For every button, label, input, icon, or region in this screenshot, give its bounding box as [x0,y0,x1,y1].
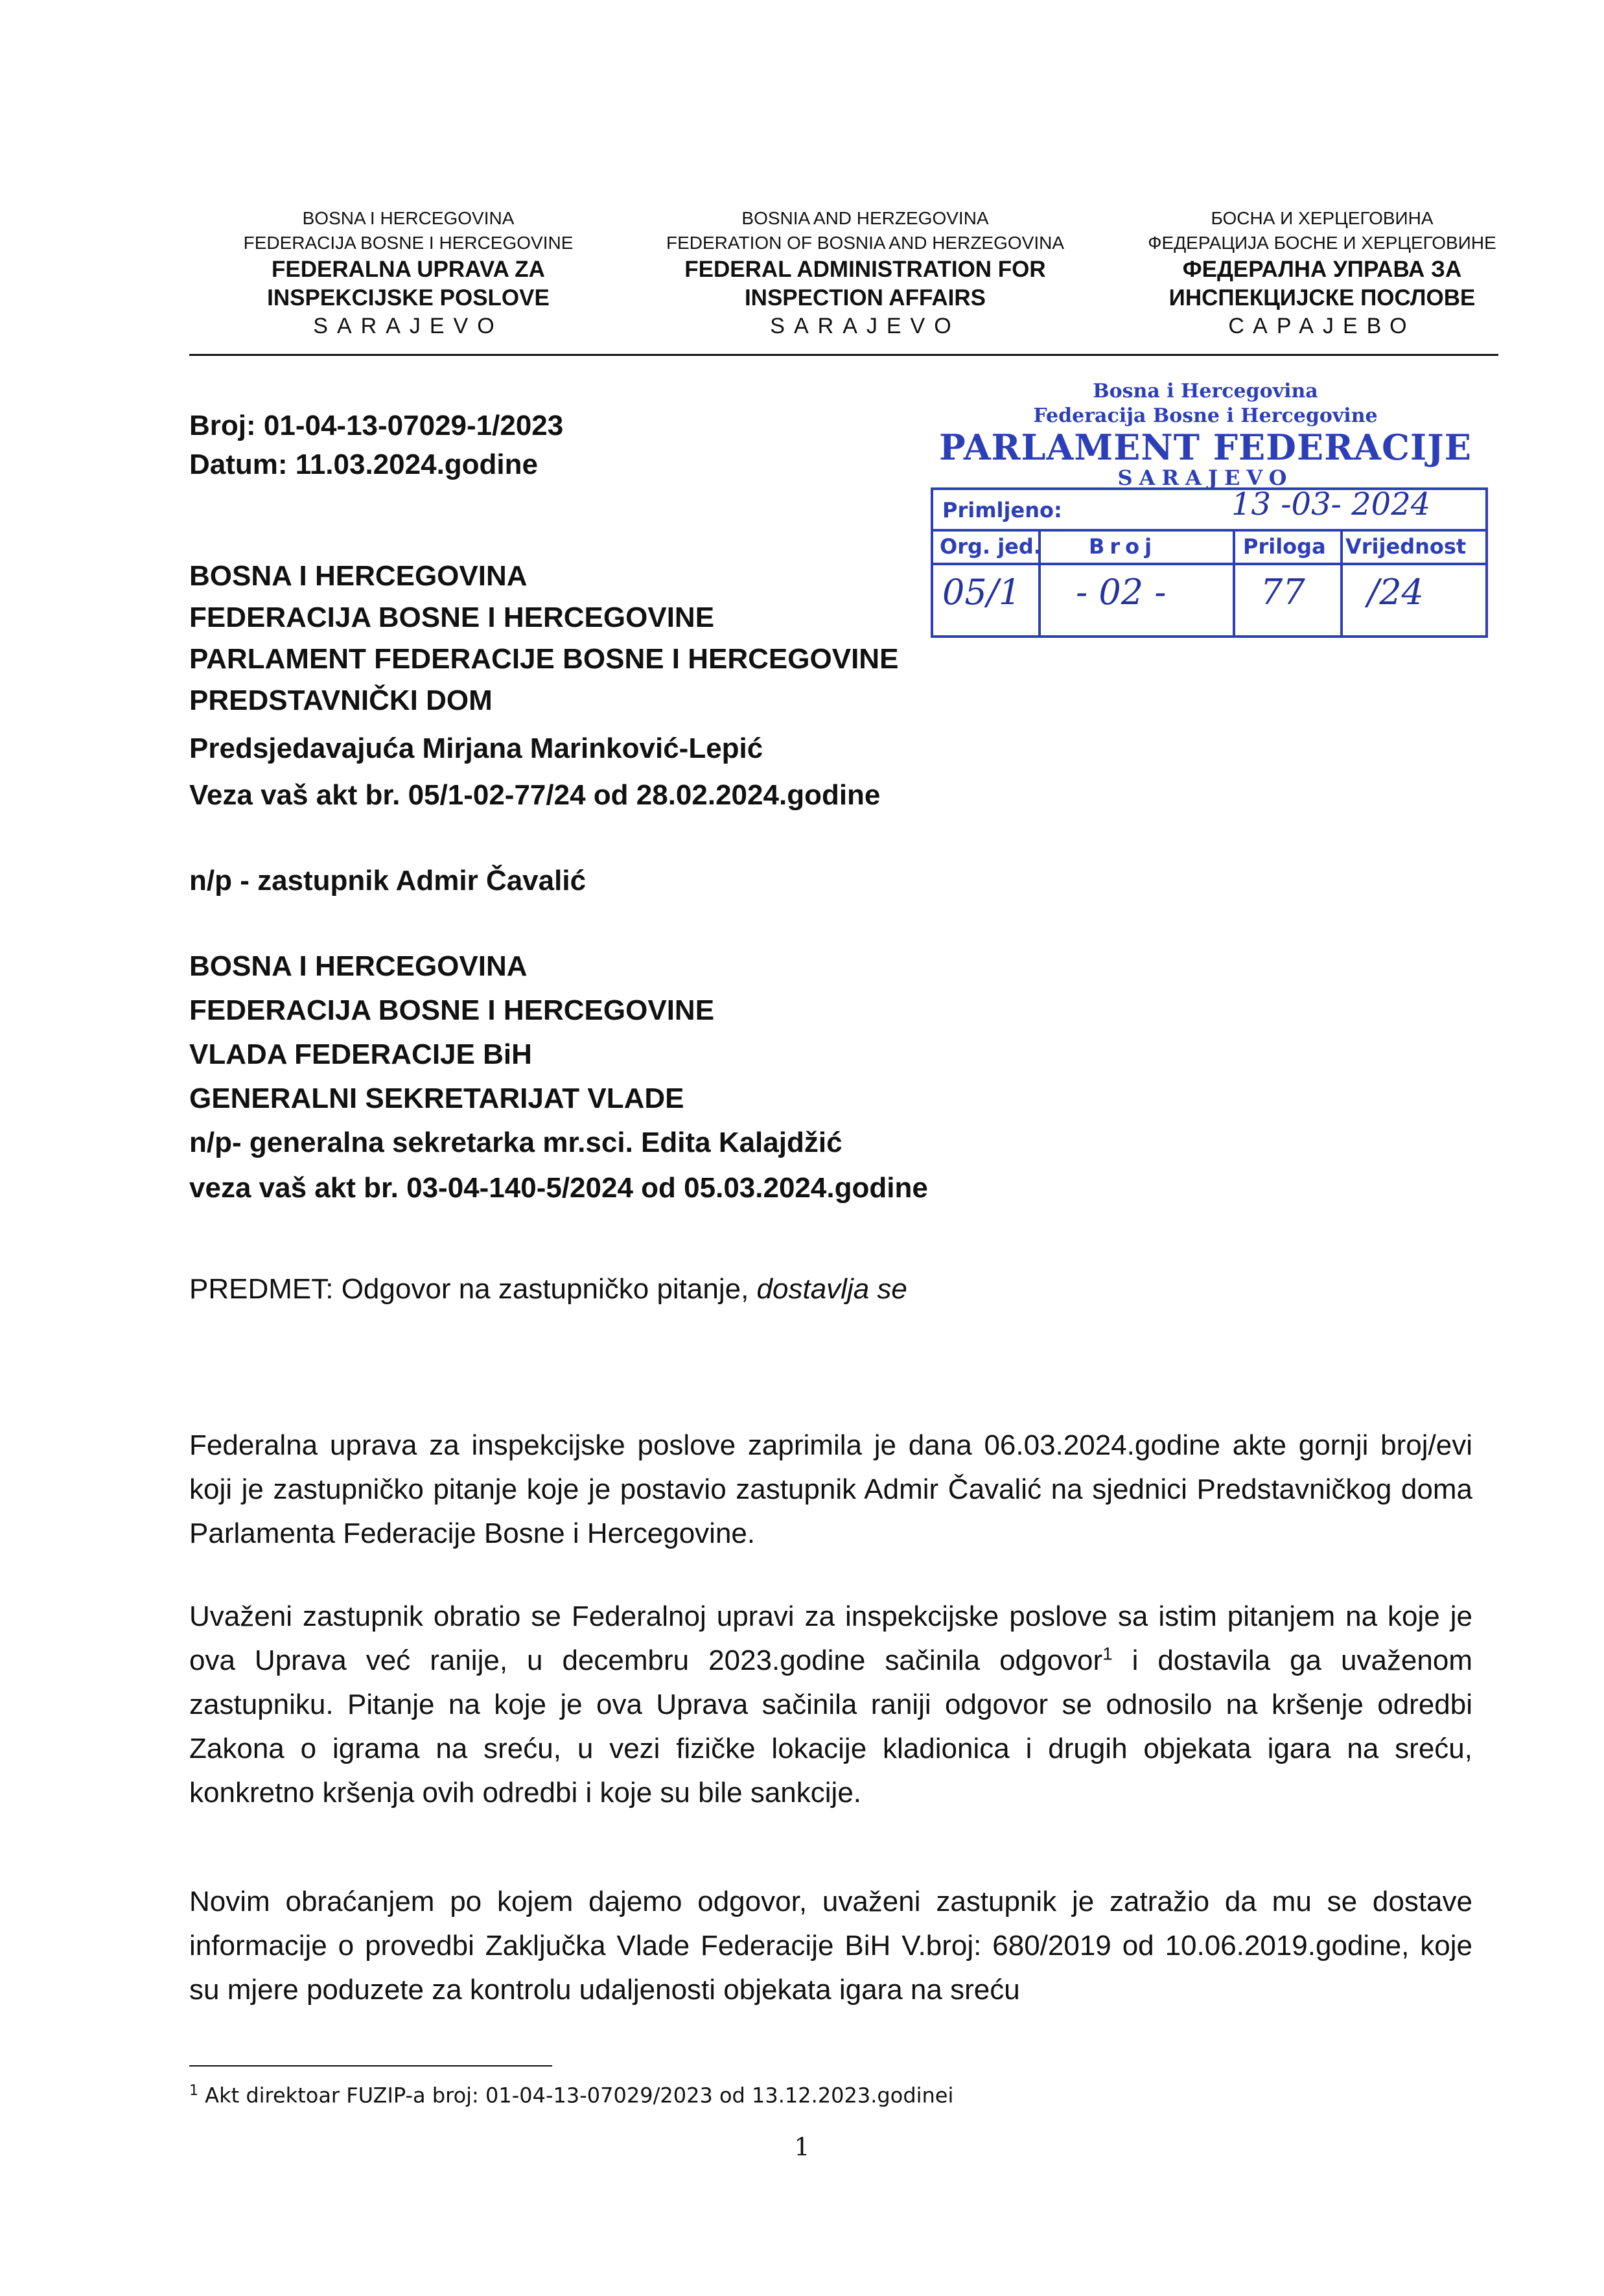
header-middle-line4: INSPECTION AFFAIRS [744,285,986,310]
header-left-line1: BOSNA I HERCEGOVINA [302,208,515,228]
header-left-line2: FEDERACIJA BOSNE I HERCEGOVINE [243,233,574,253]
stamp-val-vrijednost: /24 [1367,572,1424,613]
stamp-received-date: 13 -03- 2024 [1231,486,1431,522]
recipient2-line3: VLADA FEDERACIJE BiH [189,1038,532,1070]
body-paragraph-3: Novim obraćanjem po kojem dajemo odgovor, uvaženi zastupnik je zatražio da mu se dostave informacije o provedbi Zaključka Vlade Federacije BiH V.broj: 680/2019 od 10.06.2019.godine, koje su mjere poduzete za kontrolu udaljenosti objekata igara na sreću [189,1886,1472,2006]
header-middle-city: SARAJEVO [770,314,960,338]
stamp-val-broj: - 02 - [1076,572,1167,613]
stamp-line1: Bosna i Hercegovina [1093,380,1318,403]
subject-line [189,1271,907,1308]
header-middle-line3: FEDERAL ADMINISTRATION FOR [684,257,1046,282]
header-right [1115,206,1529,340]
subject-text: Odgovor na zastupničko pitanje, [333,1273,757,1305]
recipient2-line5: n/p- generalna sekretarka mr.sci. Edita Kalajdžić [189,1127,843,1158]
header-right-line1: БОСНА И ХЕРЦЕГОВИНА [1211,208,1434,228]
subject-label: PREDMET: [189,1273,334,1305]
stamp-line3: PARLAMENT FEDERACIJE [939,427,1472,468]
recipient2-line6: veza vaš akt br. 03-04-140-5/2024 od 05.03.2024.godine [189,1172,928,1204]
header-divider [189,354,1498,356]
subject-italic: dostavlja se [756,1273,907,1305]
recipient1-attention: n/p - zastupnik Admir Čavalić [189,865,587,896]
footnote-text: Akt direktoar FUZIP-a broj: 01-04-13-07029/2023 od 13.12.2023.godinei [198,2083,954,2108]
header-middle-line1: BOSNIA AND HERZEGOVINA [741,208,989,228]
stamp-line2: Federacija Bosne i Hercegovine [1033,404,1378,427]
reference-date: Datum: 11.03.2024.godine [189,449,538,480]
recipient1-line4: PREDSTAVNIČKI DOM [189,685,493,716]
recipient1-line2: FEDERACIJA BOSNE I HERCEGOVINE [189,602,715,633]
stamp-line4: SARAJEVO [1117,465,1294,490]
stamp-received-label: Primljeno: [942,498,1062,522]
header-right-city: САРАЈЕВО [1228,314,1416,338]
stamp-val-org: 05/1 [942,572,1021,613]
body-paragraph-2 [189,1595,1472,1815]
body-p2-part-b: i dostavila ga uvaženom zastupniku. Pitanje na koje je ova Uprava sačinila raniji odgovor se odnosilo na kršenje odredbi Zakona o igrama na sreću, u vezi fizičke lokacije kladionica i drugih objekata igara na sreću, konkretno kršenja ovih odredbi i koje su bile sankcije. [189,1645,1472,1809]
recipient1-line5: Predsjedavajuća Mirjana Marinković-Lepić [189,732,763,764]
recipient1-line3: PARLAMENT FEDERACIJE BOSNE I HERCEGOVINE [189,643,899,675]
recipient1-line6: Veza vaš akt br. 05/1-02-77/24 od 28.02.2024.godine [189,779,881,811]
header-right-line4: ИНСПЕКЦИЈСКЕ ПОСЛОВЕ [1168,285,1476,310]
stamp-col-vrijednost: Vrijednost [1345,534,1467,559]
body-p2-part-a: Uvaženi zastupnik obratio se Federalnoj upravi za inspekcijske poslove sa istim pitanjem na koje je ova Uprava već ranije, u decembru 2023.godine sačinila odgovor [189,1600,1472,1676]
header-middle-line2: FEDERATION OF BOSNIA AND HERZEGOVINA [666,233,1065,253]
body-paragraph-1: Federalna uprava za inspekcijske poslove zaprimila je dana 06.03.2024.godine akte gornji broj/evi koji je zastupničko pitanje koje je postavio zastupnik Admir Čavalić na sjednici Predstavničkog doma Parlamenta Federacije Bosne i Hercegovine. [189,1429,1472,1549]
recipient2-line2: FEDERACIJA BOSNE I HERCEGOVINE [189,994,715,1026]
footnote-mark: 1 [189,2083,198,2099]
header-right-line2: ФЕДЕРАЦИЈА БОСНЕ И ХЕРЦЕГОВИНЕ [1148,233,1496,253]
stamp-col-org: Org. jed. [940,534,1041,559]
stamp-grid [931,487,1488,638]
recipient2-line1: BOSNA I HERCEGOVINA [189,950,528,982]
stamp-val-priloga: 77 [1261,572,1305,613]
header-left-line3: FEDERALNA UPRAVA ZA [272,257,545,282]
header-left-line4: INSPEKCIJSKE POSLOVE [267,285,550,310]
recipient1-line1: BOSNA I HERCEGOVINA [189,560,528,592]
header-left-city: SARAJEVO [313,314,504,338]
header-middle [632,206,1098,340]
footnote-ref: 1 [1102,1643,1113,1664]
reference-number: Broj: 01-04-13-07029-1/2023 [189,410,564,441]
stamp-col-broj: Broj [1089,534,1157,559]
received-stamp [920,376,1491,648]
stamp-col-priloga: Priloga [1243,534,1326,559]
recipient2-line4: GENERALNI SEKRETARIJAT VLADE [189,1083,684,1114]
footnote [189,2078,953,2109]
header-right-line3: ФЕДЕРАЛНА УПРАВА ЗА [1182,257,1462,282]
footnote-divider [189,2065,552,2067]
page-number: 1 [794,2133,810,2161]
header-left [207,206,609,340]
